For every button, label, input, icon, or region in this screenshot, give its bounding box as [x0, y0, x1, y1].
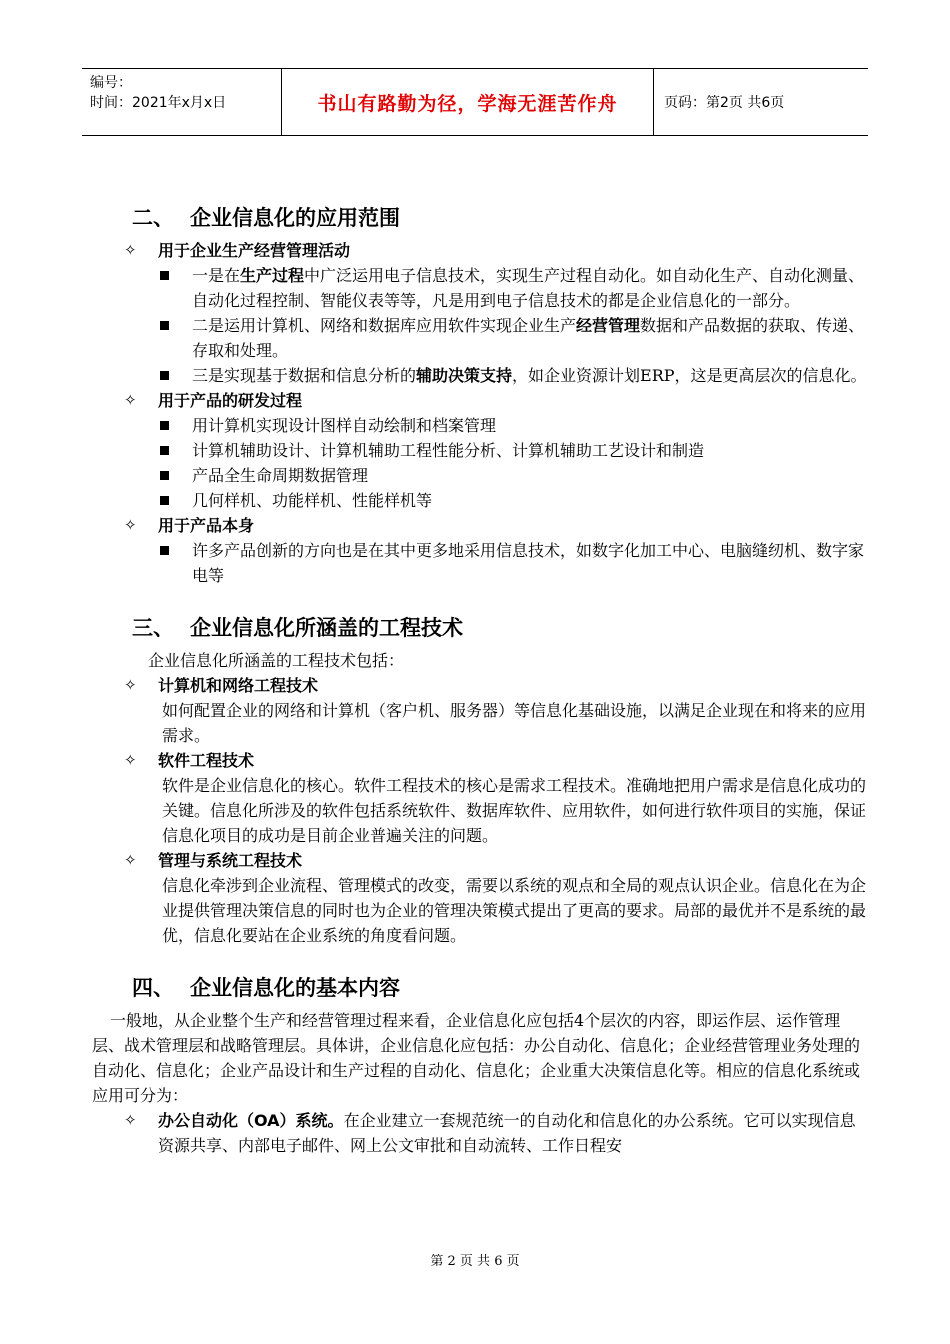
- number-label: 编号：: [90, 75, 132, 91]
- paragraph: 信息化牵涉到企业流程、管理模式的改变，需要以系统的观点和全局的观点认识企业。信息化在为企业提供管理决策信息的同时也为企业的管理决策模式提出了更高的要求。局部的最优并不是系统的最优，信息化要站在企业系统的角度看问题。: [162, 876, 867, 945]
- date-label: 时间：2021年x月x日: [90, 95, 227, 111]
- list-item: 二是运用计算机、网络和数据库应用软件实现企业生产经营管理数据和产品数据的获取、传递、存取和处理。: [110, 313, 870, 363]
- section-number: 三、: [132, 616, 174, 640]
- diamond-bullet-icon: ✧: [124, 516, 137, 534]
- subheading: ✧ 用于产品的研发过程: [110, 388, 870, 413]
- square-bullet-icon: [160, 496, 169, 505]
- page-header: [82, 68, 868, 136]
- section-number: 二、: [132, 206, 174, 230]
- section-heading: [132, 198, 870, 238]
- diamond-bullet-icon: ✧: [124, 241, 137, 259]
- square-bullet-icon: [160, 546, 169, 555]
- square-bullet-icon: [160, 446, 169, 455]
- section-intro: 企业信息化所涵盖的工程技术包括：: [148, 651, 405, 670]
- page-footer: 第 2 页 共 6 页: [430, 1254, 520, 1269]
- subheading: ✧ 计算机和网络工程技术: [110, 673, 870, 698]
- diamond-bullet-icon: ✧: [124, 1111, 137, 1129]
- square-bullet-icon: [160, 271, 169, 280]
- square-bullet-icon: [160, 471, 169, 480]
- section-heading: [132, 968, 870, 1008]
- header-page-label: 页码：第2页 共6页: [664, 95, 785, 111]
- list-item: 许多产品创新的方向也是在其中更多地采用信息技术，如数字化加工中心、电脑缝纫机、数字家电等: [110, 538, 870, 588]
- subheading: ✧ 用于产品本身: [110, 513, 870, 538]
- subheading: ✧ 用于企业生产经营管理活动: [110, 238, 870, 263]
- document-body: [92, 198, 870, 1158]
- diamond-bullet-icon: ✧: [124, 751, 137, 769]
- list-item: 用计算机实现设计图样自动绘制和档案管理: [110, 413, 870, 438]
- header-meta-cell: [82, 69, 282, 135]
- list-item: 产品全生命周期数据管理: [110, 463, 870, 488]
- diamond-bullet-icon: ✧: [124, 391, 137, 409]
- paragraph: 一般地，从企业整个生产和经营管理过程来看，企业信息化应包括4个层次的内容，即运作层、运作管理层、战术管理层和战略管理层。具体讲，企业信息化应包括：办公自动化、信息化；企业经营管理业务处理的自动化、信息化；企业产品设计和生产过程的自动化、信息化；企业重大决策信息化等。相应的信息化系统或应用可分为：: [92, 1011, 861, 1105]
- subheading: ✧ 管理与系统工程技术: [110, 848, 870, 873]
- list-item: 三是实现基于数据和信息分析的辅助决策支持，如企业资源计划ERP，这是更高层次的信息化。: [110, 363, 870, 388]
- diamond-bullet-icon: ✧: [124, 676, 137, 694]
- section-title: 企业信息化的应用范围: [190, 206, 400, 230]
- paragraph: 如何配置企业的网络和计算机（客户机、服务器）等信息化基础设施，以满足企业现在和将来的应用需求。: [162, 701, 867, 745]
- square-bullet-icon: [160, 371, 169, 380]
- square-bullet-icon: [160, 421, 169, 430]
- list-item: 计算机辅助设计、计算机辅助工程性能分析、计算机辅助工艺设计和制造: [110, 438, 870, 463]
- square-bullet-icon: [160, 321, 169, 330]
- list-item: 几何样机、功能样机、性能样机等: [110, 488, 870, 513]
- paragraph: 软件是企业信息化的核心。软件工程技术的核心是需求工程技术。准确地把用户需求是信息化成功的关键。信息化所涉及的软件包括系统软件、数据库软件、应用软件，如何进行软件项目的实施，保证信息化项目的成功是目前企业普遍关注的问题。: [162, 776, 867, 845]
- subheading: ✧ 软件工程技术: [110, 748, 870, 773]
- section-number: 四、: [132, 976, 174, 1000]
- diamond-bullet-icon: ✧: [124, 851, 137, 869]
- list-item: ✧ 办公自动化（OA）系统。在企业建立一套规范统一的自动化和信息化的办公系统。它可以实现信息资源共享、内部电子邮件、网上公文审批和自动流转、工作日程安: [110, 1108, 870, 1158]
- section-heading: [132, 608, 870, 648]
- header-motto: 书山有路勤为径，学海无涯苦作舟: [282, 69, 654, 135]
- section-title: 企业信息化所涵盖的工程技术: [190, 616, 463, 640]
- list-item: 一是在生产过程中广泛运用电子信息技术，实现生产过程自动化。如自动化生产、自动化测量、自动化过程控制、智能仪表等等，凡是用到电子信息技术的都是企业信息化的一部分。: [110, 263, 870, 313]
- section-title: 企业信息化的基本内容: [190, 976, 400, 1000]
